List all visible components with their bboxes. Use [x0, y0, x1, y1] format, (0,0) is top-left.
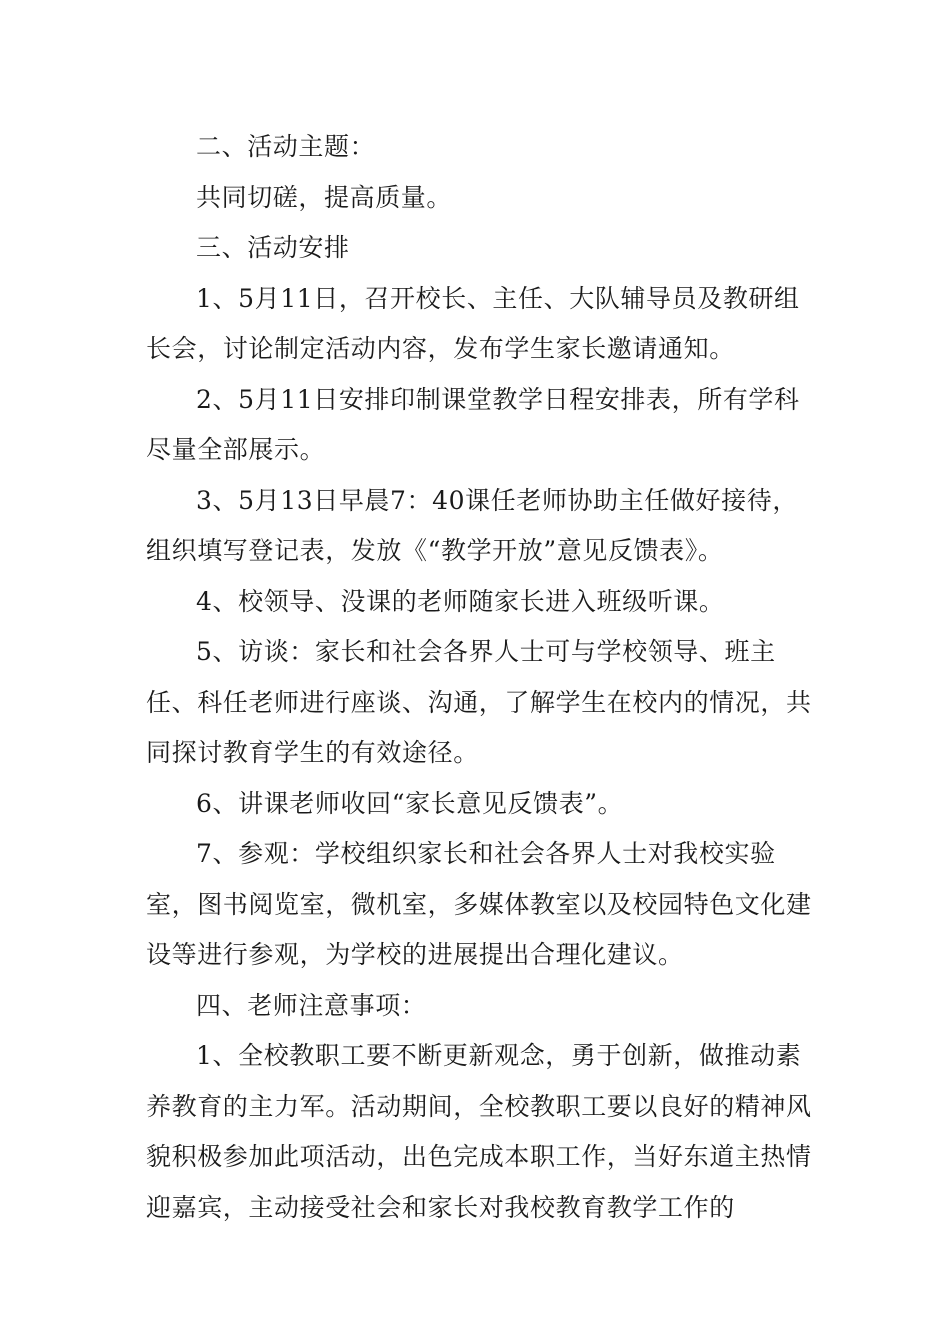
- arrangement-item-6: 6、讲课老师收回“家长意见反馈表”。: [196, 788, 624, 818]
- arrangement-item-2: 2、5月11日安排印制课堂教学日程安排表，所有学科尽量全部展示。: [146, 384, 800, 464]
- document-body: [146, 122, 818, 1233]
- teacher-note-item-1: 1、全校教职工要不断更新观念，勇于创新，做推动素养教育的主力军。活动期间，全校教职工要以良好的精神风貌积极参加此项活动，出色完成本职工作，当好东道主热情迎嘉宾，主动接受社会和家长对我校教育教学工作的: [146, 1041, 812, 1222]
- theme-text: 共同切磋，提高质量。: [196, 182, 453, 212]
- section-heading-theme: 二、活动主题：: [196, 132, 376, 161]
- section-heading-teacher-notes: 四、老师注意事项：: [196, 990, 427, 1020]
- arrangement-item-5: 5、访谈：家长和社会各界人士可与学校领导、班主任、科任老师进行座谈、沟通，了解学生在校内的情况，共同探讨教育学生的有效途径。: [146, 637, 812, 767]
- arrangement-item-7: 7、参观：学校组织家长和社会各界人士对我校实验室，图书阅览室，微机室，多媒体教室以及校园特色文化建设等进行参观，为学校的进展提出合理化建议。: [146, 839, 812, 969]
- arrangement-item-3: 3、5月13日早晨7：40课任老师协助主任做好接待，组织填写登记表，发放《“教学开放”意见反馈表》。: [146, 485, 798, 565]
- arrangement-item-4: 4、校领导、没课的老师随家长进入班级听课。: [196, 586, 725, 616]
- arrangement-item-1: 1、5月11日，召开校长、主任、大队辅导员及教研组长会，讨论制定活动内容，发布学生家长邀请通知。: [146, 283, 800, 363]
- section-heading-arrangement: 三、活动安排: [196, 233, 350, 262]
